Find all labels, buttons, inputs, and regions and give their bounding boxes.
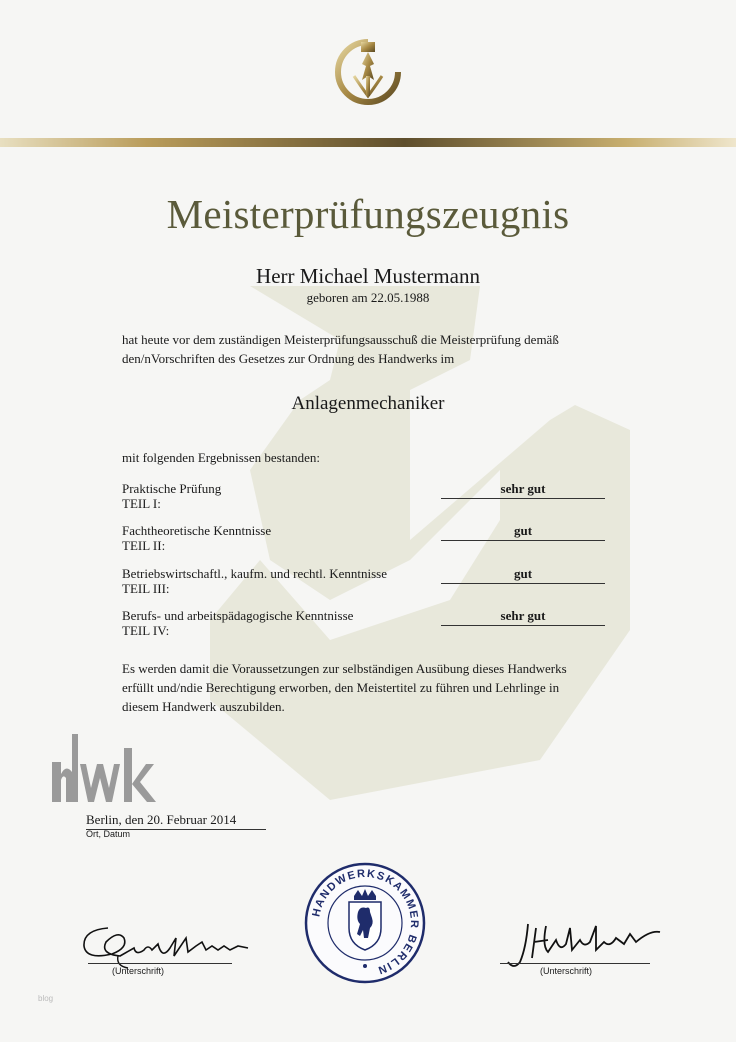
certificate-title: Meisterprüfungszeugnis (166, 191, 570, 237)
signature-label-right: (Unterschrift) (540, 966, 593, 976)
chamber-seal-icon (304, 862, 426, 984)
place-date-label: Ort, Datum (86, 829, 131, 839)
intro-line-2: den/nVorschriften des Gesetzes zur Ordnung des Handwerks im (122, 351, 455, 366)
result-grade: sehr gut (441, 608, 605, 626)
hwk-logo-icon (48, 734, 158, 804)
place-date: Berlin, den 20. Februar 2014 (86, 812, 266, 830)
closing-line-2: erfüllt und/ndie Berechtigung erworben, den Meistertitel zu führen und Lehrlinge in (122, 680, 560, 695)
signature-line-right (500, 963, 650, 964)
result-part: TEIL III: (122, 581, 170, 596)
result-grade: gut (441, 566, 605, 584)
recipient-name: Herr Michael Mustermann (256, 264, 480, 288)
result-subject: Berufs- und arbeitspädagogische Kenntnisse (122, 608, 354, 623)
intro-line-1: hat heute vor dem zuständigen Meisterprüfungsausschuß die Meisterprüfung demäß (122, 332, 559, 347)
closing-line-3: diesem Handwerk auszubilden. (122, 699, 285, 714)
closing-line-1: Es werden damit die Voraussetzungen zur selbständigen Ausübung dieses Handwerks (122, 661, 567, 676)
result-part: TEIL II: (122, 538, 166, 553)
result-part: TEIL I: (122, 496, 161, 511)
signature-right-icon (500, 918, 665, 973)
result-part: TEIL IV: (122, 623, 170, 638)
result-grade: gut (441, 523, 605, 541)
result-subject: Betriebswirtschaftl., kaufm. und rechtl. Kenntnisse (122, 566, 387, 581)
signature-label-left: (Unterschrift) (112, 966, 165, 976)
result-grade: sehr gut (441, 481, 605, 499)
trade-name: Anlagenmechaniker (291, 393, 445, 414)
watermark-text: blog (38, 994, 54, 1003)
result-subject: Praktische Prüfung (122, 481, 222, 496)
chamber-emblem-icon (332, 36, 404, 108)
birth-date: geboren am 22.05.1988 (306, 290, 430, 305)
result-subject: Fachtheoretische Kenntnisse (122, 523, 272, 538)
gold-divider (0, 138, 736, 147)
results-intro: mit folgenden Ergebnissen bestanden: (122, 450, 320, 465)
signature-line-left (88, 963, 232, 964)
svg-text:HANDWERKSKAMMER BERLIN: HANDWERKSKAMMER BERLIN (310, 867, 421, 977)
